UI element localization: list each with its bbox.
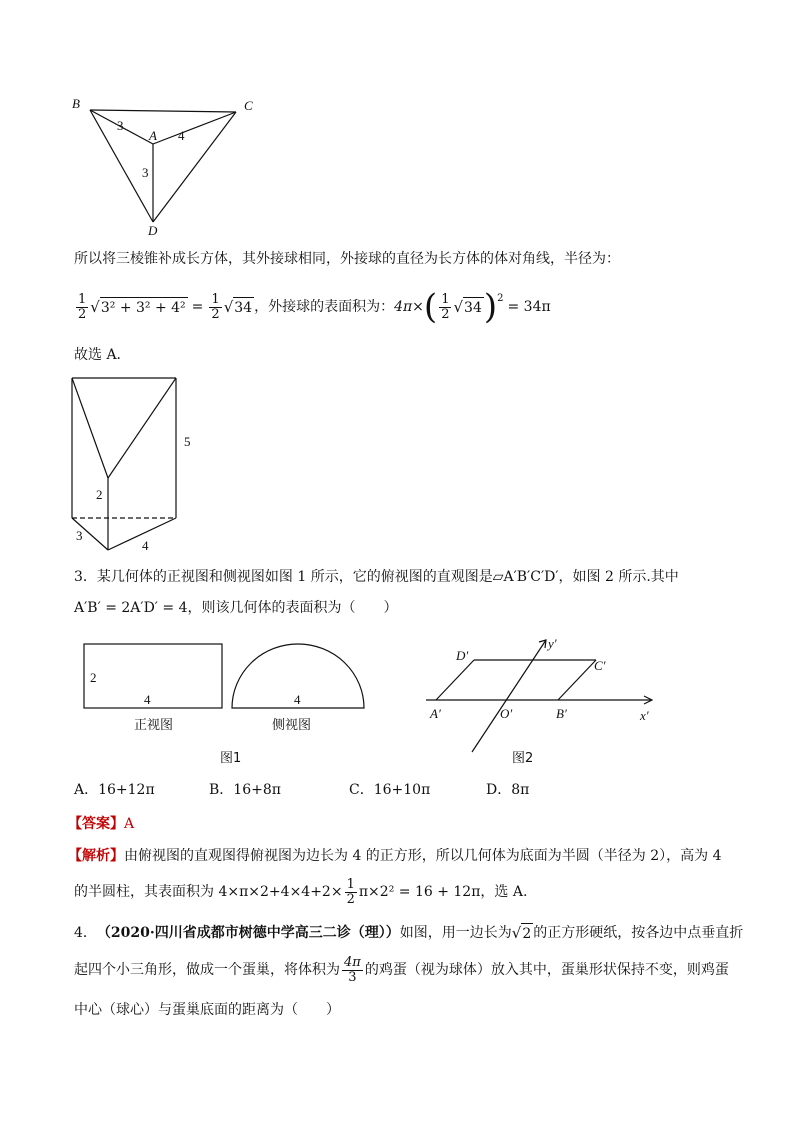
prism-edge-label-2: 2	[96, 487, 103, 502]
left-paren: (	[423, 287, 438, 327]
result-value: = 34π	[507, 299, 551, 315]
fraction-half-2: $\frac{1}{2}$	[211, 291, 220, 322]
axis-y-prime: y′	[548, 636, 557, 651]
point-B-prime: B′	[556, 706, 567, 721]
surface-area-text: ，外接球的表面积为：	[254, 299, 395, 315]
q4-sqrt-value: 2	[521, 923, 533, 944]
point-A-prime: A′	[430, 706, 441, 721]
q3-figure-2	[424, 634, 684, 770]
square-exponent: 2	[497, 293, 504, 304]
radicand-2: 34	[233, 297, 254, 318]
analysis-fraction: $\frac{1}{2}$	[346, 876, 355, 907]
q4-text-1a: 如图，用一边长为	[399, 925, 512, 941]
prism-height-label: 5	[184, 434, 191, 449]
prism-figure	[60, 372, 210, 562]
point-C-prime: C′	[594, 658, 606, 673]
q3-figure-1	[82, 640, 372, 770]
answer-line	[68, 814, 134, 834]
radicand-3: 34	[463, 297, 484, 318]
q4-source: （2020·四川省成都市树德中学高三二诊（理））	[96, 925, 400, 941]
edge-ac-length: 4	[178, 128, 185, 143]
q4-text-1b: 的正方形硬纸，按各边中点垂直折	[533, 925, 744, 941]
coefficient: 4π×	[394, 299, 424, 315]
axis-x-prime: x′	[640, 708, 649, 723]
q4-line-3: 中心（球心）与蛋巢底面的距离为（ ）	[74, 1002, 340, 1018]
figure-2-caption: 图2	[512, 751, 534, 766]
q4-fraction: $\frac{4\pi}{3}$	[344, 954, 361, 985]
point-D-prime: D′	[456, 648, 469, 663]
analysis-text-2b: π×2² = 16 + 12π，选 A.	[358, 884, 528, 900]
option-a[interactable]: A．16+12π	[74, 782, 155, 798]
prism-edge-label-4: 4	[142, 538, 149, 553]
q4-text-2a: 起四个小三角形，做成一个蛋巢，将体积为	[74, 962, 340, 978]
conclusion-text: 故选 A．	[74, 347, 131, 363]
option-b[interactable]: B．16+8π	[209, 782, 281, 798]
prism-edge-label-3: 3	[76, 528, 83, 543]
figure-1-caption: 图1	[220, 751, 242, 766]
label-B: B	[72, 96, 80, 111]
label-C: C	[244, 98, 253, 113]
label-D: D	[148, 223, 158, 238]
fraction-half: $\frac{1}{2}$	[78, 291, 87, 322]
edge-ab-length: 3	[117, 118, 124, 133]
label-A: A	[149, 128, 157, 143]
edge-ad-length: 3	[142, 165, 149, 180]
q4-sqrt-sign: √	[511, 924, 522, 942]
option-d[interactable]: D．8π	[486, 782, 530, 798]
front-view-height: 2	[90, 670, 97, 685]
analysis-text-2a: 的半圆柱，其表面积为 4×π×2+4×4+2×	[74, 884, 343, 900]
front-view-width: 4	[144, 692, 151, 707]
fraction-half-3: $\frac{1}{2}$	[441, 291, 450, 322]
analysis-tag: 【解析】	[68, 848, 124, 864]
analysis-text-1: 由俯视图的直观图得俯视图为边长为 4 的正方形，所以几何体为底面为半圆（半径为 2），高为 4	[124, 848, 722, 864]
q4-line-1	[74, 922, 743, 944]
sqrt-sign: √	[90, 298, 100, 316]
sqrt-sign-3: √	[453, 298, 464, 316]
analysis-line-1	[68, 846, 722, 866]
point-O-prime: O′	[500, 706, 513, 721]
front-view-caption: 正视图	[134, 718, 174, 733]
solution-formula	[74, 287, 551, 327]
tetrahedron-figure	[60, 92, 270, 242]
solution-text-1: 所以将三棱锥补成长方体，其外接球相同，外接球的直径为长方体的体对角线，半径为：	[74, 251, 620, 267]
q3-line-1: 3．某几何体的正视图和侧视图如图 1 所示，它的俯视图的直观图是▱A′B′C′D′，如图 2 所示.其中	[74, 569, 679, 585]
option-c[interactable]: C．16+10π	[349, 782, 431, 798]
q4-line-2	[74, 950, 729, 990]
answer-value: A	[124, 816, 135, 832]
q4-text-2b: 的鸡蛋（视为球体）放入其中，蛋巢形状保持不变，则鸡蛋	[364, 962, 729, 978]
q4-prefix: 4．	[74, 925, 97, 941]
sqrt-sign-2: √	[223, 298, 234, 316]
side-view-caption: 侧视图	[272, 718, 312, 733]
analysis-line-2	[74, 874, 527, 910]
equals-sign: =	[191, 299, 204, 315]
radicand-1: 3² + 3² + 4²	[100, 297, 188, 318]
answer-tag: 【答案】	[68, 816, 124, 832]
right-paren: )	[483, 287, 498, 327]
side-view-width: 4	[294, 692, 301, 707]
q3-line-2: A′B′ = 2A′D′ = 4，则该几何体的表面积为（ ）	[74, 600, 398, 616]
